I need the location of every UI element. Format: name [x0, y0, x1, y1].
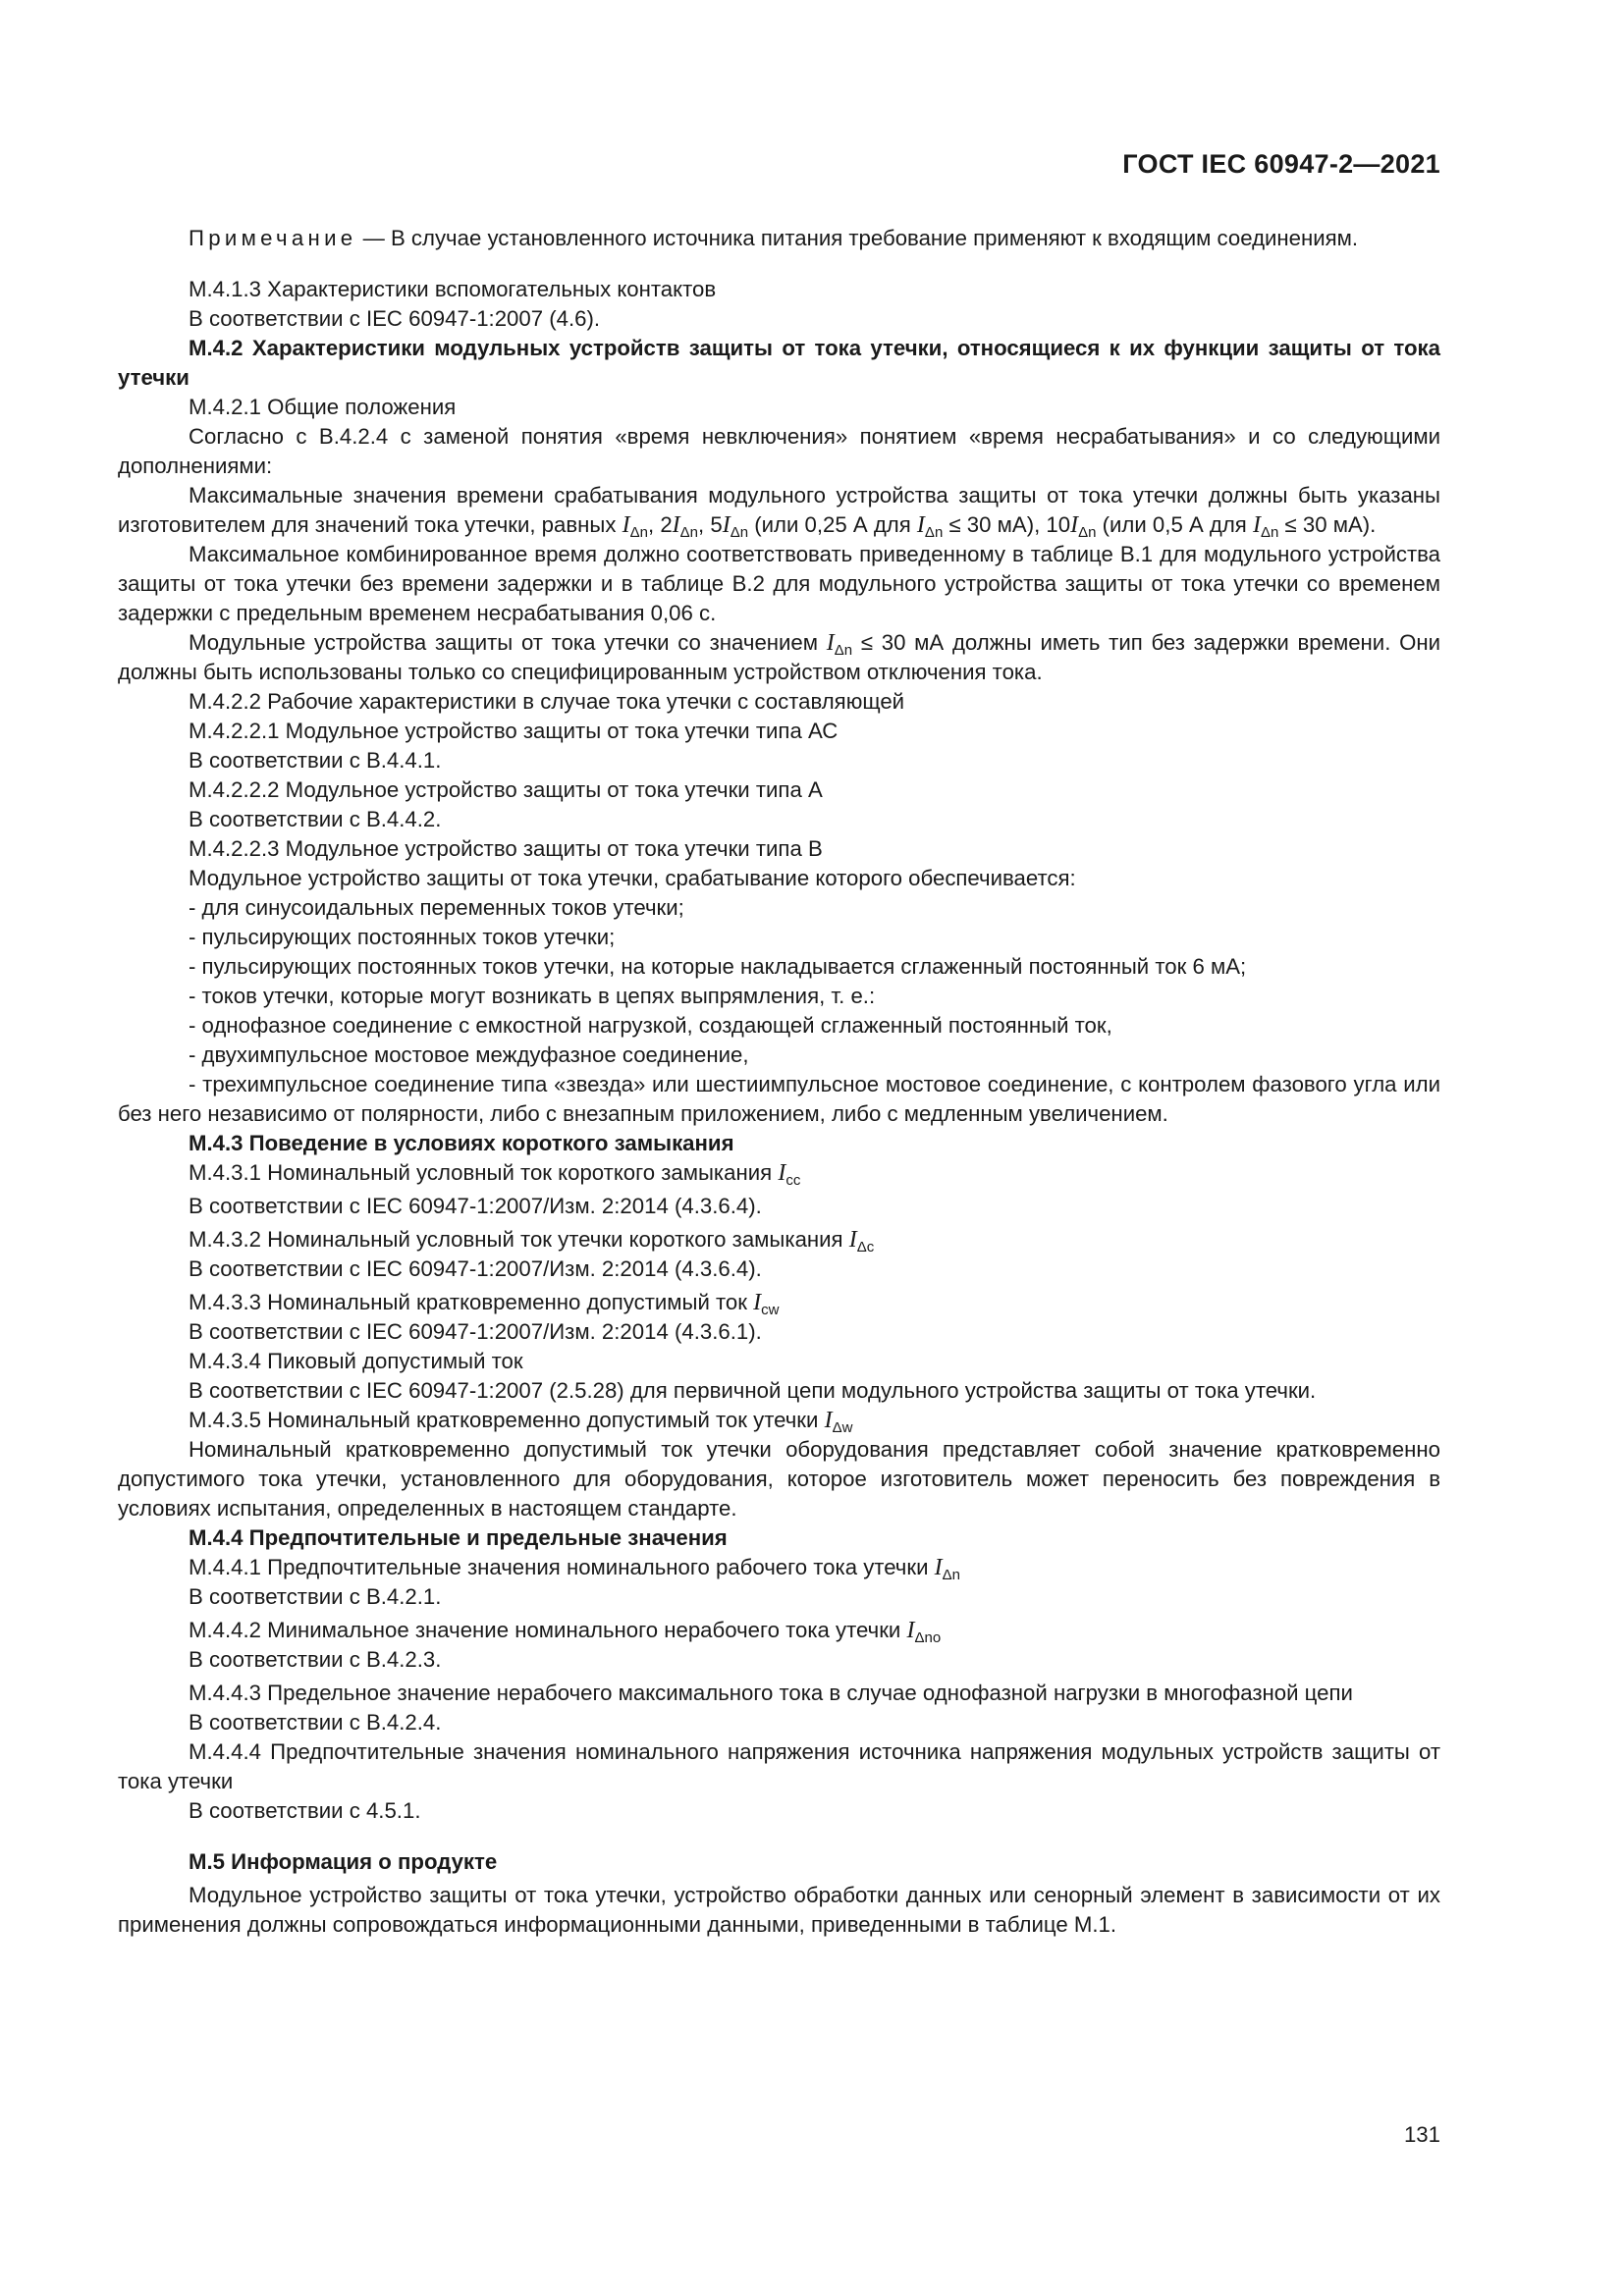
note-paragraph: Примечание — В случае установленного источника питания требование применяют к входящим соединениям. [189, 226, 1359, 250]
section-m444-text: В соответствии с 4.5.1. [189, 1798, 421, 1823]
section-m431-text: В соответствии с IEC 60947-1:2007/Изм. 2:2014 (4.3.6.4). [189, 1194, 762, 1218]
section-m4223-title: М.4.2.2.3 Модульное устройство защиты от тока утечки типа В [189, 836, 823, 861]
symbol-i-dn: $I_{\Delta n}$ [934, 1555, 961, 1583]
document-body [118, 224, 1440, 1940]
section-m422-title: М.4.2.2 Рабочие характеристики в случае тока утечки с составляющей [189, 689, 905, 714]
section-m413-text: В соответствии с IEC 60947-1:2007 (4.6). [189, 306, 601, 331]
section-m432-title: М.4.3.2 Номинальный условный ток утечки короткого замыкания $I_{\Delta c}$ [189, 1227, 875, 1255]
section-m421-paragraph-4: Модульные устройства защиты от тока утечки со значением $I_{\Delta n} \le 30$ мА должны иметь тип без задержки времени. Они должны быть использованы только со специфицированным устройством отключения тока. [118, 630, 1440, 684]
section-m441-text: В соответствии с В.4.2.1. [189, 1584, 442, 1609]
section-m413-title: М.4.1.3 Характеристики вспомогательных контактов [189, 277, 717, 301]
section-m421-paragraph-1: Согласно с В.4.2.4 с заменой понятия «время невключения» понятием «время несрабатывания» и со следующими дополнениями: [118, 424, 1440, 478]
section-m4223-intro: Модульное устройство защиты от тока утечки, срабатывание которого обеспечивается: [189, 866, 1076, 890]
symbol-i-cc: $I_{cc}$ [778, 1160, 801, 1189]
section-m441-title: М.4.4.1 Предпочтительные значения номинального рабочего тока утечки $I_{\Delta n}$ [189, 1555, 961, 1583]
list-item: - пульсирующих постоянных токов утечки; [189, 925, 616, 949]
section-m434-title: М.4.3.4 Пиковый допустимый ток [189, 1349, 523, 1373]
section-m43-heading: М.4.3 Поведение в условиях короткого замыкания [189, 1131, 734, 1155]
section-m421-title: М.4.2.1 Общие положения [189, 395, 457, 419]
list-item: - однофазное соединение с емкостной нагрузкой, создающей сглаженный постоянный ток, [189, 1013, 1112, 1038]
section-m4222-text: В соответствии с В.4.4.2. [189, 807, 442, 831]
list-item: - для синусоидальных переменных токов утечки; [189, 895, 684, 920]
symbol-i-dno: $I_{\Delta no}$ [906, 1618, 942, 1646]
list-item: - токов утечки, которые могут возникать в цепях выпрямления, т. е.: [189, 984, 876, 1008]
section-m434-text: В соответствии с IEC 60947-1:2007 (2.5.28) для первичной цепи модульного устройства защиты от тока утечки. [189, 1378, 1317, 1403]
symbol-i-cw: $I_{cw}$ [753, 1290, 780, 1318]
section-m4221-title: М.4.2.2.1 Модульное устройство защиты от тока утечки типа АС [189, 719, 839, 743]
section-m421-paragraph-2: Максимальные значения времени срабатывания модульного устройства защиты от тока утечки должны быть указаны изготовителем для значений тока утечки, равных $I_{\Delta n}$, $2I_{\Delta n}$, $5I_{\Delta n}$ (или 0,25 А для $I_{\Delta n} \le 30$ мА), $10I_{\Delta n}$ (или 0,5 А для $I_{\Delta n} \le 30$ мА). [118, 483, 1440, 541]
symbol-i-dn: $I_{\Delta n}$ [622, 512, 648, 541]
section-m4221-text: В соответствии с В.4.4.1. [189, 748, 442, 773]
section-m442-title: М.4.4.2 Минимальное значение номинального нерабочего тока утечки $I_{\Delta no}$ [189, 1618, 942, 1646]
symbol-i-dn: $I_{\Delta n}$ [916, 512, 944, 541]
page-number: 131 [1403, 2122, 1440, 2147]
symbol-i-dc: $I_{\Delta c}$ [848, 1227, 875, 1255]
section-m443-title: М.4.4.3 Предельное значение нерабочего максимального тока в случае однофазной нагрузки в многофазной цепи [189, 1681, 1353, 1705]
list-item: - трехимпульсное соединение типа «звезда» или шестиимпульсное мостовое соединение, с контролем фазового угла или без него независимо от полярности, либо с внезапным приложением, либо с медленным увеличением. [118, 1072, 1440, 1126]
note-label: Примечание [189, 226, 357, 250]
section-m433-title: М.4.3.3 Номинальный кратковременно допустимый ток $I_{cw}$ [189, 1290, 780, 1318]
section-m5-text: Модульное устройство защиты от тока утечки, устройство обработки данных или сенорный элемент в зависимости от их применения должны сопровождаться информационными данными, приведенными в таблице М.1. [118, 1883, 1440, 1937]
section-m44-heading: М.4.4 Предпочтительные и предельные значения [189, 1525, 728, 1550]
section-m435-title: М.4.3.5 Номинальный кратковременно допустимый ток утечки $I_{\Delta w}$ [189, 1408, 853, 1436]
section-m444-title: М.4.4.4 Предпочтительные значения номинального напряжения источника напряжения модульных устройств защиты от тока утечки [118, 1739, 1440, 1793]
symbol-i-dn: $I_{\Delta n}$ [672, 512, 699, 541]
section-m421-paragraph-3: Максимальное комбинированное время должно соответствовать приведенному в таблице В.1 для модульного устройства защиты от тока утечки без времени задержки и в таблице В.2 для модульного устройства защиты от тока утечки со временем задержки с предельным временем несрабатывания 0,06 с. [118, 542, 1440, 625]
section-m435-text: Номинальный кратковременно допустимый ток утечки оборудования представляет собой значение кратковременно допустимого тока утечки, установленного для оборудования, которое изготовитель может переносить без повреждения в условиях испытания, определенных в настоящем стандарте. [118, 1437, 1440, 1521]
symbol-i-dn: $I_{\Delta n}$ [826, 630, 853, 659]
list-item: - пульсирующих постоянных токов утечки, на которые накладывается сглаженный постоянный ток 6 мА; [189, 954, 1247, 979]
section-m5-heading: М.5 Информация о продукте [189, 1849, 498, 1874]
list-item: - двухимпульсное мостовое междуфазное соединение, [189, 1042, 749, 1067]
section-m42-heading: М.4.2 Характеристики модульных устройств защиты от тока утечки, относящиеся к их функции защиты от тока утечки [118, 336, 1440, 390]
section-m433-text: В соответствии с IEC 60947-1:2007/Изм. 2:2014 (4.3.6.1). [189, 1319, 762, 1344]
section-m431-title: М.4.3.1 Номинальный условный ток короткого замыкания $I_{cc}$ [189, 1160, 801, 1189]
document-header: ГОСТ IEC 60947-2—2021 [1122, 149, 1440, 179]
section-m4222-title: М.4.2.2.2 Модульное устройство защиты от тока утечки типа А [189, 777, 823, 802]
section-m442-text: В соответствии с В.4.2.3. [189, 1647, 442, 1672]
section-m432-text: В соответствии с IEC 60947-1:2007/Изм. 2:2014 (4.3.6.4). [189, 1256, 762, 1281]
symbol-i-dw: $I_{\Delta w}$ [824, 1408, 853, 1436]
section-m443-text: В соответствии с В.4.2.4. [189, 1710, 442, 1735]
symbol-i-dn: $I_{\Delta n}$ [1252, 512, 1279, 541]
symbol-i-dn: $I_{\Delta n}$ [722, 512, 749, 541]
symbol-i-dn: $I_{\Delta n}$ [1070, 512, 1097, 541]
